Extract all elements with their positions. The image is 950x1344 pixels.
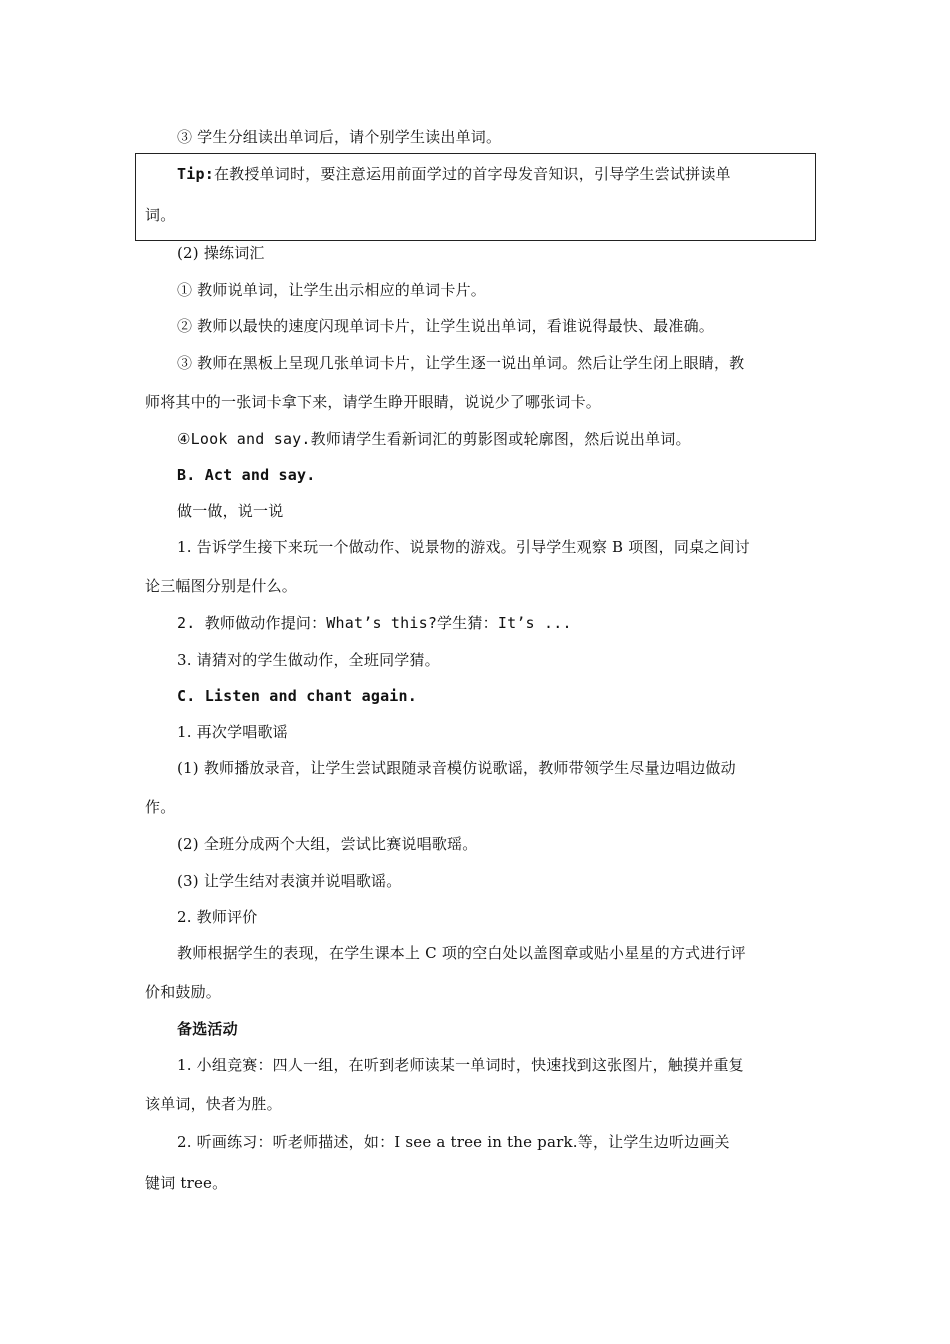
heading-listen-and-chant: C. Listen and chant again.	[177, 687, 417, 705]
paragraph-act-2: 2. 教师做动作提问：What’s this?学生猜：It’s ...	[177, 614, 572, 632]
paragraph-evaluation-line2: 价和鼓励。	[145, 983, 222, 1001]
paragraph-chant-1-2: (2) 全班分成两个大组，尝试比赛说唱歌瑶。	[177, 835, 478, 853]
heading-act-and-say: B. Act and say.	[177, 466, 316, 484]
tip-line-1	[177, 164, 815, 184]
paragraph-practice-3-line1: ③ 教师在黑板上呈现几张单词卡片，让学生逐一说出单词。然后让学生闭上眼睛，教	[177, 354, 745, 372]
paragraph-chant-1-1-line2: 作。	[145, 798, 176, 816]
paragraph-chant-1: 1. 再次学唱歌谣	[177, 723, 288, 741]
subheading-act-and-say: 做一做，说一说	[177, 502, 284, 520]
tip-label: Tip:	[177, 165, 214, 183]
paragraph-practice-3-line2: 师将其中的一张词卡拿下来，请学生睁开眼睛，说说少了哪张词卡。	[145, 393, 602, 411]
paragraph-practice-1: ① 教师说单词，让学生出示相应的单词卡片。	[177, 281, 486, 299]
paragraph-act-1-line2: 论三幅图分别是什么。	[145, 577, 298, 595]
paragraph-chant-1-1-line1: (1) 教师播放录音，让学生尝试跟随录音模仿说歌谣，教师带领学生尽量边唱边做动	[177, 759, 736, 777]
section-practice-vocab: (2) 操练词汇	[177, 244, 265, 262]
paragraph-optional-2-line1: 2. 听画练习：听老师描述，如：I see a tree in the park.等，让学生边听边画关	[177, 1133, 730, 1151]
tip-line-2: 词。	[145, 206, 176, 224]
paragraph-optional-1-line2: 该单词，快者为胜。	[145, 1095, 282, 1113]
paragraph-optional-2-line2: 键词 tree。	[145, 1174, 228, 1192]
paragraph-chant-1-3: (3) 让学生结对表演并说唱歌谣。	[177, 872, 402, 890]
paragraph-teacher-evaluation: 2. 教师评价	[177, 908, 258, 926]
tip-text-1: 在教授单词时，要注意运用前面学过的首字母发音知识，引导学生尝试拼读单	[213, 165, 731, 183]
paragraph-optional-1-line1: 1. 小组竞赛：四人一组，在听到老师读某一单词时，快速找到这张图片，触摸并重复	[177, 1056, 744, 1074]
paragraph-practice-2: ② 教师以最快的速度闪现单词卡片，让学生说出单词，看谁说得最快、最准确。	[177, 317, 714, 335]
paragraph-step3-group-read: ③ 学生分组读出单词后，请个别学生读出单词。	[177, 128, 502, 146]
paragraph-act-1-line1: 1. 告诉学生接下来玩一个做动作、说景物的游戏。引导学生观察 B 项图，同桌之间讨	[177, 538, 750, 556]
paragraph-act-3: 3. 请猜对的学生做动作，全班同学猜。	[177, 651, 440, 669]
paragraph-evaluation-line1: 教师根据学生的表现，在学生课本上 C 项的空白处以盖图章或贴小星星的方式进行评	[177, 944, 746, 962]
paragraph-practice-4: ④Look and say.教师请学生看新词汇的剪影图或轮廓图，然后说出单词。	[177, 430, 691, 448]
heading-optional-activities: 备选活动	[177, 1020, 238, 1038]
